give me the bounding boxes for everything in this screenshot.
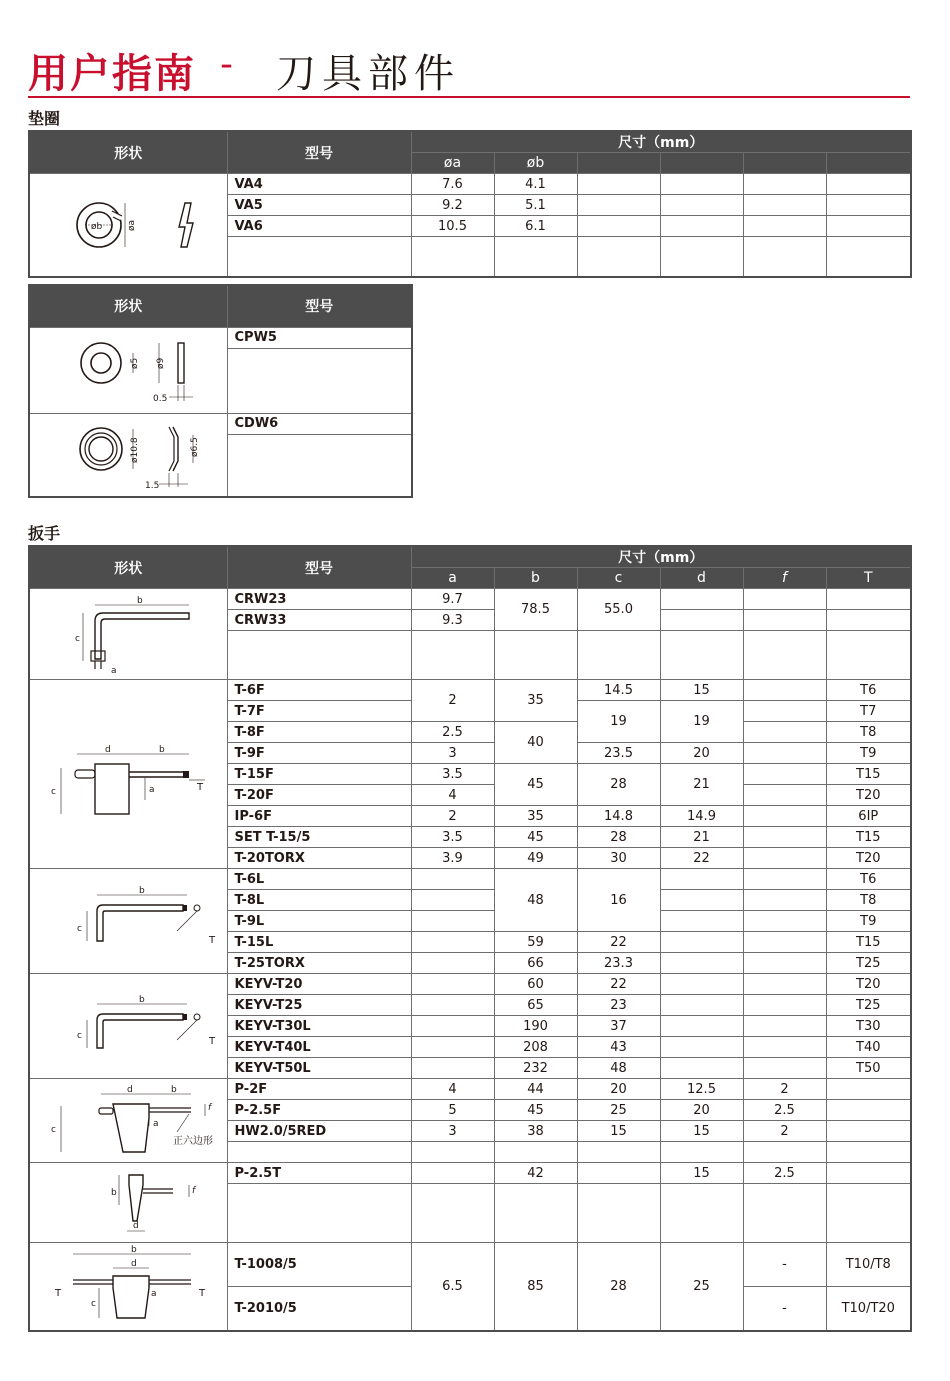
svg-text:c: c: [77, 1031, 83, 1041]
model-cdw6: CDW6: [227, 413, 412, 434]
section-title-washer: 垫圈: [28, 109, 61, 128]
cpw-t: 0.5: [153, 394, 168, 404]
model-va5: VA5: [227, 195, 411, 216]
svg-text:d: d: [133, 1220, 139, 1231]
pf-drawing-cell: [29, 1079, 227, 1163]
model-va6: VA6: [227, 216, 411, 237]
washer-drawing-cell: [29, 174, 227, 277]
cpw-d1: ø5: [130, 357, 141, 369]
svg-text:f: f: [192, 1185, 196, 1196]
flat-washer-icon: [33, 329, 223, 411]
svg-text:T: T: [199, 1288, 206, 1300]
spring-washer-icon: [33, 177, 223, 273]
cpw-drawing-cell: [29, 327, 227, 413]
page-title: 用户指南: [28, 51, 196, 97]
svg-text:d: d: [131, 1259, 137, 1270]
washer2-table: [28, 284, 413, 498]
col-b: øb: [494, 153, 577, 174]
svg-text:a: a: [111, 666, 117, 676]
col-model: 型号: [227, 131, 411, 174]
t1008-wrench-icon: [33, 1244, 223, 1328]
tf-wrench-icon: [33, 684, 223, 864]
svg-text:a: a: [153, 1118, 159, 1129]
col-model-2: 型号: [227, 285, 412, 327]
svg-text:b: b: [139, 886, 145, 896]
page-subtitle: 刀具部件: [276, 51, 460, 97]
svg-text:c: c: [75, 634, 81, 644]
fig-label-a: øa: [127, 219, 138, 231]
col-a: øa: [411, 153, 494, 174]
cpw-d2: ø9: [156, 357, 167, 369]
title-separator: -: [220, 44, 233, 85]
svg-text:a: a: [149, 785, 155, 795]
svg-text:b: b: [159, 745, 165, 755]
tl-drawing-cell: [29, 869, 227, 974]
tf-drawing-cell: [29, 680, 227, 869]
crw-wrench-icon: [33, 591, 223, 677]
pt-drawing-cell: [29, 1163, 227, 1243]
cdw-d2: ø6.5: [190, 436, 201, 457]
svg-text:f: f: [208, 1102, 212, 1113]
svg-text:c: c: [51, 787, 57, 797]
crw-drawing-cell: [29, 589, 227, 680]
tl-wrench-icon: [33, 871, 223, 971]
pf-wrench-icon: [33, 1080, 223, 1162]
col-dims: 尺寸（mm）: [411, 131, 911, 153]
col-shape: 形状: [29, 131, 227, 174]
cdw-drawing-cell: [29, 413, 227, 497]
col-shape-2: 形状: [29, 285, 227, 327]
page-header: [28, 40, 910, 98]
fig-label-b: øb: [91, 221, 103, 232]
model-va4: VA4: [227, 174, 411, 195]
model-cpw5: CPW5: [227, 327, 412, 349]
svg-text:d: d: [105, 745, 111, 755]
svg-text:b: b: [111, 1187, 117, 1198]
t1008-drawing-cell: [29, 1243, 227, 1331]
svg-text:c: c: [91, 1299, 97, 1310]
washer-table: 形状 型号 尺寸（mm） øa øb øb øa VA4 7.6 4.1 VA5 9.2 5.1 VA6 10.5 6.1: [28, 130, 912, 278]
svg-text:c: c: [51, 1124, 57, 1135]
svg-text:b: b: [139, 995, 145, 1005]
svg-text:b: b: [171, 1084, 177, 1095]
svg-text:c: c: [77, 924, 83, 934]
svg-text:T: T: [55, 1288, 62, 1300]
w-col-dims: 尺寸（mm）: [411, 546, 911, 568]
w-col-shape: 形状: [29, 546, 227, 589]
w-col-model: 型号: [227, 546, 411, 589]
svg-text:d: d: [127, 1084, 133, 1095]
wrench-table: 形状 型号 尺寸（mm） a b c d f T b c a CRW23 9.7 78.5 55.0 CRW33 9.3 d b c a T T-6F 2 35 14.5 15 T6 T-7F 19 19 T7 T-8F 2.5 40 T8 T-9F 3 23.5 20 T9 T-15F 3.5 45 28 21 T15 T-20F 4 T20 IP-6F 2 35 14.8 14.9 6IP SET T-15/5 3.5 45 28 21 T15 T-20TORX 3.9 49 30 22 T20 b c T T-6L 48 16 T6 T-8L T8 T-9L T9 T-15L 59 22 T15 T-25TORX 66 23.3 T25 b c T KEYV-T20 60 22 T20 KEYV-T25 65 23 T25 KEYV-T30L 190 37 T30 KEYV-T40L 208 43 T40 KEYV-T50L 232 48 T50 d b c a f 正六边形 P-2F 4 44 20 12.5 2 P-2.5F 5 45 25 20 2.5 HW2.0/5RED 3 38 15 15 2 b d f P-2.5T 42 15 2.5 b d c a T T T-1008/5 6.5 85 28 25 - T10/T8 T-2010/5 - T10/T20: [28, 545, 912, 1332]
cdw-d1: ø10.8: [130, 437, 141, 463]
cdw-t: 1.5: [145, 480, 160, 491]
svg-text:T: T: [197, 782, 204, 793]
keyv-wrench-icon: [33, 976, 223, 1076]
keyv-drawing-cell: [29, 974, 227, 1079]
svg-text:T: T: [209, 935, 216, 946]
svg-text:T: T: [209, 1036, 216, 1047]
cup-washer-icon: [33, 415, 223, 495]
section-title-wrench: 扳手: [28, 524, 61, 543]
svg-text:a: a: [151, 1289, 157, 1300]
svg-text:正六边形: 正六边形: [173, 1135, 214, 1147]
pt-wrench-icon: [33, 1165, 223, 1241]
svg-text:b: b: [131, 1245, 137, 1256]
svg-text:b: b: [137, 596, 143, 606]
